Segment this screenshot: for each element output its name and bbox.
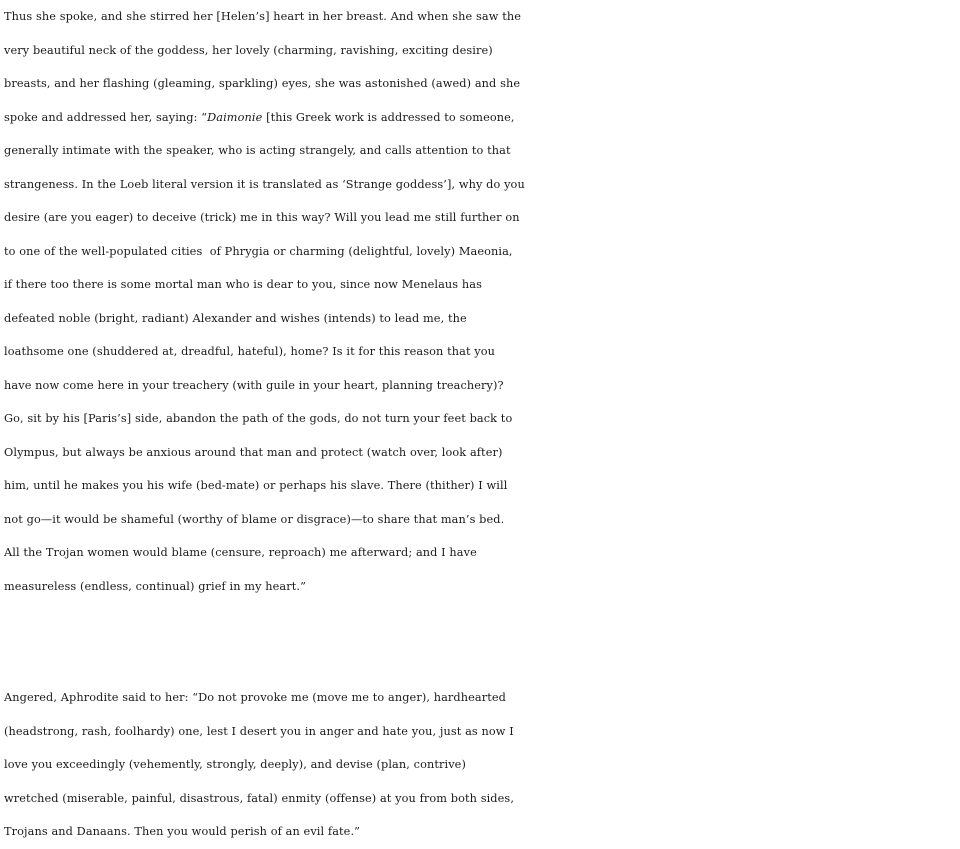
text-fragment: Go, sit by his [Paris’s] side, abandon the path of the gods, do not turn your feet back to [4, 412, 513, 425]
text-fragment: loathsome one (shuddered at, dreadful, hateful), home? Is it for this reason that you [4, 345, 496, 358]
text-line [4, 782, 956, 816]
paragraph-gap [4, 603, 956, 681]
text-fragment: strangeness. In the Loeb literal version it is translated as ‘Strange goddess’], why do you [4, 177, 525, 191]
text-line [4, 436, 956, 470]
text-line [4, 815, 956, 849]
text-line [4, 168, 956, 202]
text-fragment: him, until he makes you his wife (bed-mate) or perhaps his slave. There (thither) I will [4, 479, 508, 492]
text-fragment: [this Greek work is addressed to someone, [262, 110, 515, 124]
text-fragment: Trojans and Danaans. Then you would perish of an evil fate.” [4, 825, 361, 838]
text-line [4, 34, 956, 68]
text-line [4, 335, 956, 369]
text-fragment: love you exceedingly (vehemently, strongly, deeply), and devise (plan, contrive) [4, 758, 466, 771]
text-fragment: Olympus, but always be anxious around that man and protect (watch over, look after) [4, 445, 503, 459]
text-line [4, 101, 956, 135]
text-line [4, 235, 956, 269]
text-line [4, 715, 956, 749]
text-line [4, 201, 956, 235]
text-fragment: defeated noble (bright, radiant) Alexander and wishes (intends) to lead me, the [4, 311, 467, 325]
text-fragment: breasts, and her flashing (gleaming, sparkling) eyes, she was astonished (awed) and she [4, 77, 521, 90]
text-fragment: generally intimate with the speaker, who is acting strangely, and calls attention to that [4, 144, 511, 157]
text-line [4, 536, 956, 570]
text-fragment: spoke and addressed her, saying: “ [4, 110, 208, 124]
italic-term: Daimonie [207, 110, 263, 124]
text-fragment: Thus she spoke, and she stirred her [Helen’s] heart in her breast. And when she saw the [4, 10, 521, 23]
paragraph-helen-speech [4, 0, 956, 603]
text-fragment: Angered, Aphrodite said to her: “Do not provoke me (move me to anger), hardhearted [4, 691, 507, 704]
text-fragment: wretched (miserable, painful, disastrous, fatal) enmity (offense) at you from both sides, [4, 791, 515, 805]
text-fragment: measureless (endless, continual) grief in my heart.” [4, 579, 306, 593]
text-fragment: not go—it would be shameful (worthy of blame or disgrace)—to share that man’s bed. [4, 512, 505, 526]
text-fragment: very beautiful neck of the goddess, her lovely (charming, ravishing, exciting desire) [4, 43, 493, 57]
text-line [4, 67, 956, 101]
text-line [4, 570, 956, 604]
text-fragment: (headstrong, rash, foolhardy) one, lest I desert you in anger and hate you, just as now I [4, 724, 514, 738]
text-fragment: have now come here in your treachery (with guile in your heart, planning treachery)? [4, 378, 504, 392]
paragraph-aphrodite-reply [4, 681, 956, 849]
text-fragment: to one of the well-populated cities of Phrygia or charming (delightful, lovely) Maeonia, [4, 244, 513, 258]
text-line [4, 369, 956, 403]
text-line [4, 681, 956, 715]
text-line [4, 402, 956, 436]
text-line [4, 748, 956, 782]
text-fragment: All the Trojan women would blame (censure, reproach) me afterward; and I have [4, 546, 477, 559]
text-line [4, 302, 956, 336]
document-page [4, 0, 956, 849]
text-line [4, 503, 956, 537]
text-fragment: desire (are you eager) to deceive (trick) me in this way? Will you lead me still further on [4, 211, 520, 224]
text-line [4, 134, 956, 168]
text-line [4, 268, 956, 302]
text-fragment: if there too there is some mortal man who is dear to you, since now Menelaus has [4, 278, 482, 291]
text-line [4, 0, 956, 34]
text-line [4, 469, 956, 503]
